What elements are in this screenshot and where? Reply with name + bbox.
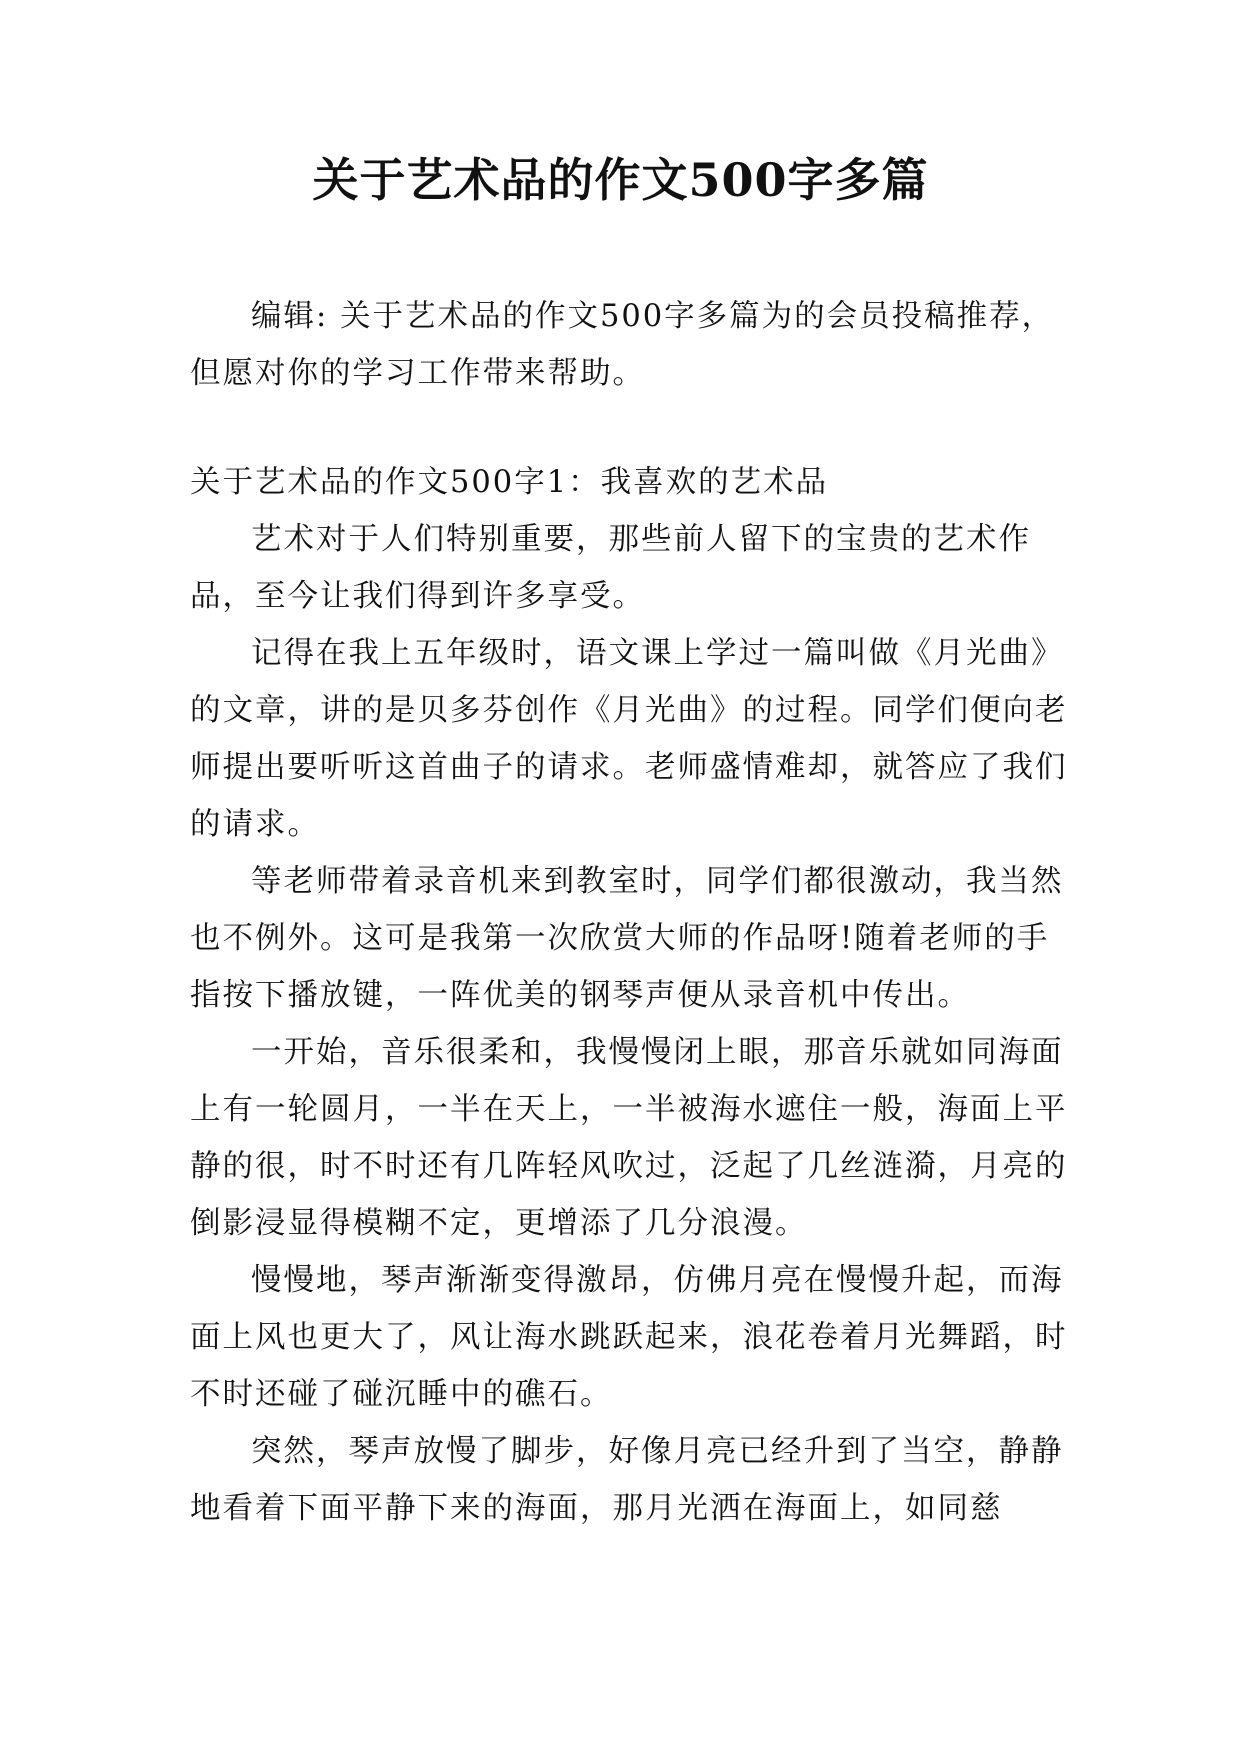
body-paragraph-2: 记得在我上五年级时，语文课上学过一篇叫做《月光曲》的文章，讲的是贝多芬创作《月光曲》的过程。同学们便向老师提出要听听这首曲子的请求。老师盛情难却，就答应了我们的请求。 (190, 636, 1068, 842)
section-heading: 关于艺术品的作文500字1：我喜欢的艺术品 (190, 465, 829, 500)
body-paragraph-6: 突然，琴声放慢了脚步，好像月亮已经升到了当空，静静地看着下面平静下来的海面，那月光洒在海面上，如同慈 (190, 1434, 1064, 1526)
body-paragraph-5: 慢慢地，琴声渐渐变得激昂，仿佛月亮在慢慢升起，而海面上风也更大了，风让海水跳跃起来，浪花卷着月光舞蹈，时不时还碰了碰沉睡中的礁石。 (190, 1263, 1068, 1412)
body-paragraph-1: 艺术对于人们特别重要，那些前人留下的宝贵的艺术作品，至今让我们得到许多享受。 (190, 522, 1031, 614)
document-title: 关于艺术品的作文500字多篇 (312, 153, 929, 207)
body-paragraph-3: 等老师带着录音机来到教室时，同学们都很激动，我当然也不例外。这可是我第一次欣赏大师的作品呀!随着老师的手指按下播放键，一阵优美的钢琴声便从录音机中传出。 (190, 864, 1064, 1013)
intro-paragraph: 编辑: 关于艺术品的作文500字多篇为的会员投稿推荐，但愿对你的学习工作带来帮助。 (190, 299, 1055, 391)
paragraph-gap (190, 402, 1070, 454)
document-body (190, 288, 1070, 1537)
body-paragraph-4: 一开始，音乐很柔和，我慢慢闭上眼，那音乐就如同海面上有一轮圆月，一半在天上，一半被海水遮住一般，海面上平静的很，时不时还有几阵轻风吹过，泛起了几丝涟漪，月亮的倒影浸显得模糊不定，更增添了几分浪漫。 (190, 1035, 1068, 1241)
